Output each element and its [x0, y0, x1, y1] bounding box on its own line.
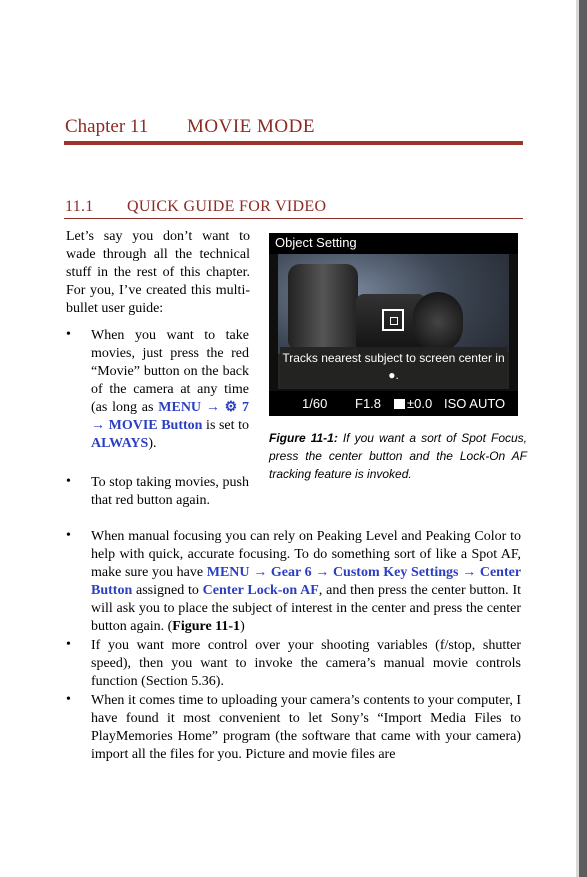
chapter-heading: [65, 116, 525, 138]
exposure-icon: [394, 399, 405, 409]
list-item-text: When it comes time to uploading your camera’s contents to your computer, I have found it most convenient to let Sony’s “Import Media Files to PlayMemories Home” program (the software that came with your camera) import all the files for you. Picture and movie files are: [91, 693, 521, 762]
exposure-comp: ±0.0: [394, 396, 432, 411]
caption-text: If you want a sort of Spot Focus, press the center button and the Lock-On AF tracking feature is invoked.: [269, 431, 527, 481]
menu-link: MENU: [158, 400, 202, 415]
gear-6-setting: Gear 6: [270, 565, 312, 580]
section-heading: [65, 198, 525, 216]
intro-paragraph: Let’s say you don’t want to wade through all the technical stuff in the rest of this chapter. For you, I’ve created this multi-bullet user guide:: [66, 229, 250, 316]
lens-shape: [288, 264, 358, 352]
bullet-marker: •: [66, 637, 71, 652]
caption-label: Figure 11-1:: [269, 431, 338, 445]
movie-button-setting: MOVIE Button: [108, 418, 203, 433]
aperture: F1.8: [355, 396, 382, 411]
lock-on-af-setting: Center Lock-on AF: [202, 583, 319, 598]
section-title: QUICK GUIDE FOR VIDEO: [127, 198, 327, 215]
list-item-text: When you want to take movies, just press the red “Movie” button on the back of the camera at any time (as long as: [91, 328, 249, 415]
gear-icon: ⚙: [224, 400, 238, 415]
chapter-rule: [64, 141, 523, 145]
list-item-text: is set to: [202, 418, 250, 433]
arrow-icon: →: [253, 565, 268, 580]
camera-screen-message: Tracks nearest subject to screen center in ●.: [280, 347, 507, 389]
always-setting: ALWAYS: [91, 436, 149, 451]
camera-status-bar: [269, 391, 518, 416]
iso: ISO AUTO: [444, 396, 506, 411]
bullet-marker: •: [66, 327, 71, 342]
focus-frame-icon: [382, 309, 404, 331]
list-item: [91, 637, 521, 691]
figure-caption: [269, 429, 527, 483]
list-item-text: , and then press the center button. It will ask you to place the subject of interest in the center and press the center button again. (: [91, 583, 522, 634]
list-item: [91, 692, 521, 764]
figure-image: [269, 233, 518, 416]
chapter-title: MOVIE MODE: [187, 116, 315, 137]
list-item-text: ).: [148, 436, 157, 451]
arrow-icon: →: [91, 418, 105, 433]
list-item-text: When manual focusing you can rely on Peaking Level and Peaking Color to help with quick, accurate focusing. To do something sort of like a Spot AF, make sure you have: [91, 529, 521, 580]
bullet-marker: •: [66, 692, 71, 707]
arrow-icon: →: [315, 565, 330, 580]
list-item: [91, 528, 521, 636]
figure-reference: Figure 11-1: [172, 619, 241, 634]
menu-link: MENU: [206, 565, 250, 580]
list-item-text: assigned to: [132, 583, 203, 598]
custom-key-setting: Custom Key Settings: [332, 565, 459, 580]
chapter-number: Chapter 11: [65, 116, 149, 137]
center-button-setting: Center Button: [91, 565, 522, 598]
bullet-marker: •: [66, 528, 71, 543]
camera-screen-header: [269, 233, 518, 254]
lens-shape: [413, 292, 463, 352]
list-item-text: ): [240, 619, 245, 634]
arrow-icon: →: [205, 400, 220, 415]
camera-screen-title: Object Setting: [275, 235, 357, 250]
bullet-marker: •: [66, 474, 71, 489]
gear-page-number: 7: [242, 400, 249, 415]
list-item-text: To stop taking movies, push that red button again.: [91, 475, 249, 508]
section-number: 11.1: [65, 198, 94, 215]
page-edge: [579, 0, 587, 877]
shutter-speed: 1/60: [302, 396, 328, 411]
list-item-text: If you want more control over your shooting variables (f/stop, shutter speed), then you want to invoke the camera’s manual movie controls function (Section 5.36).: [91, 638, 521, 689]
arrow-icon: →: [462, 565, 477, 580]
list-item: [91, 327, 249, 453]
section-rule: [64, 218, 523, 219]
list-item: [91, 474, 249, 510]
